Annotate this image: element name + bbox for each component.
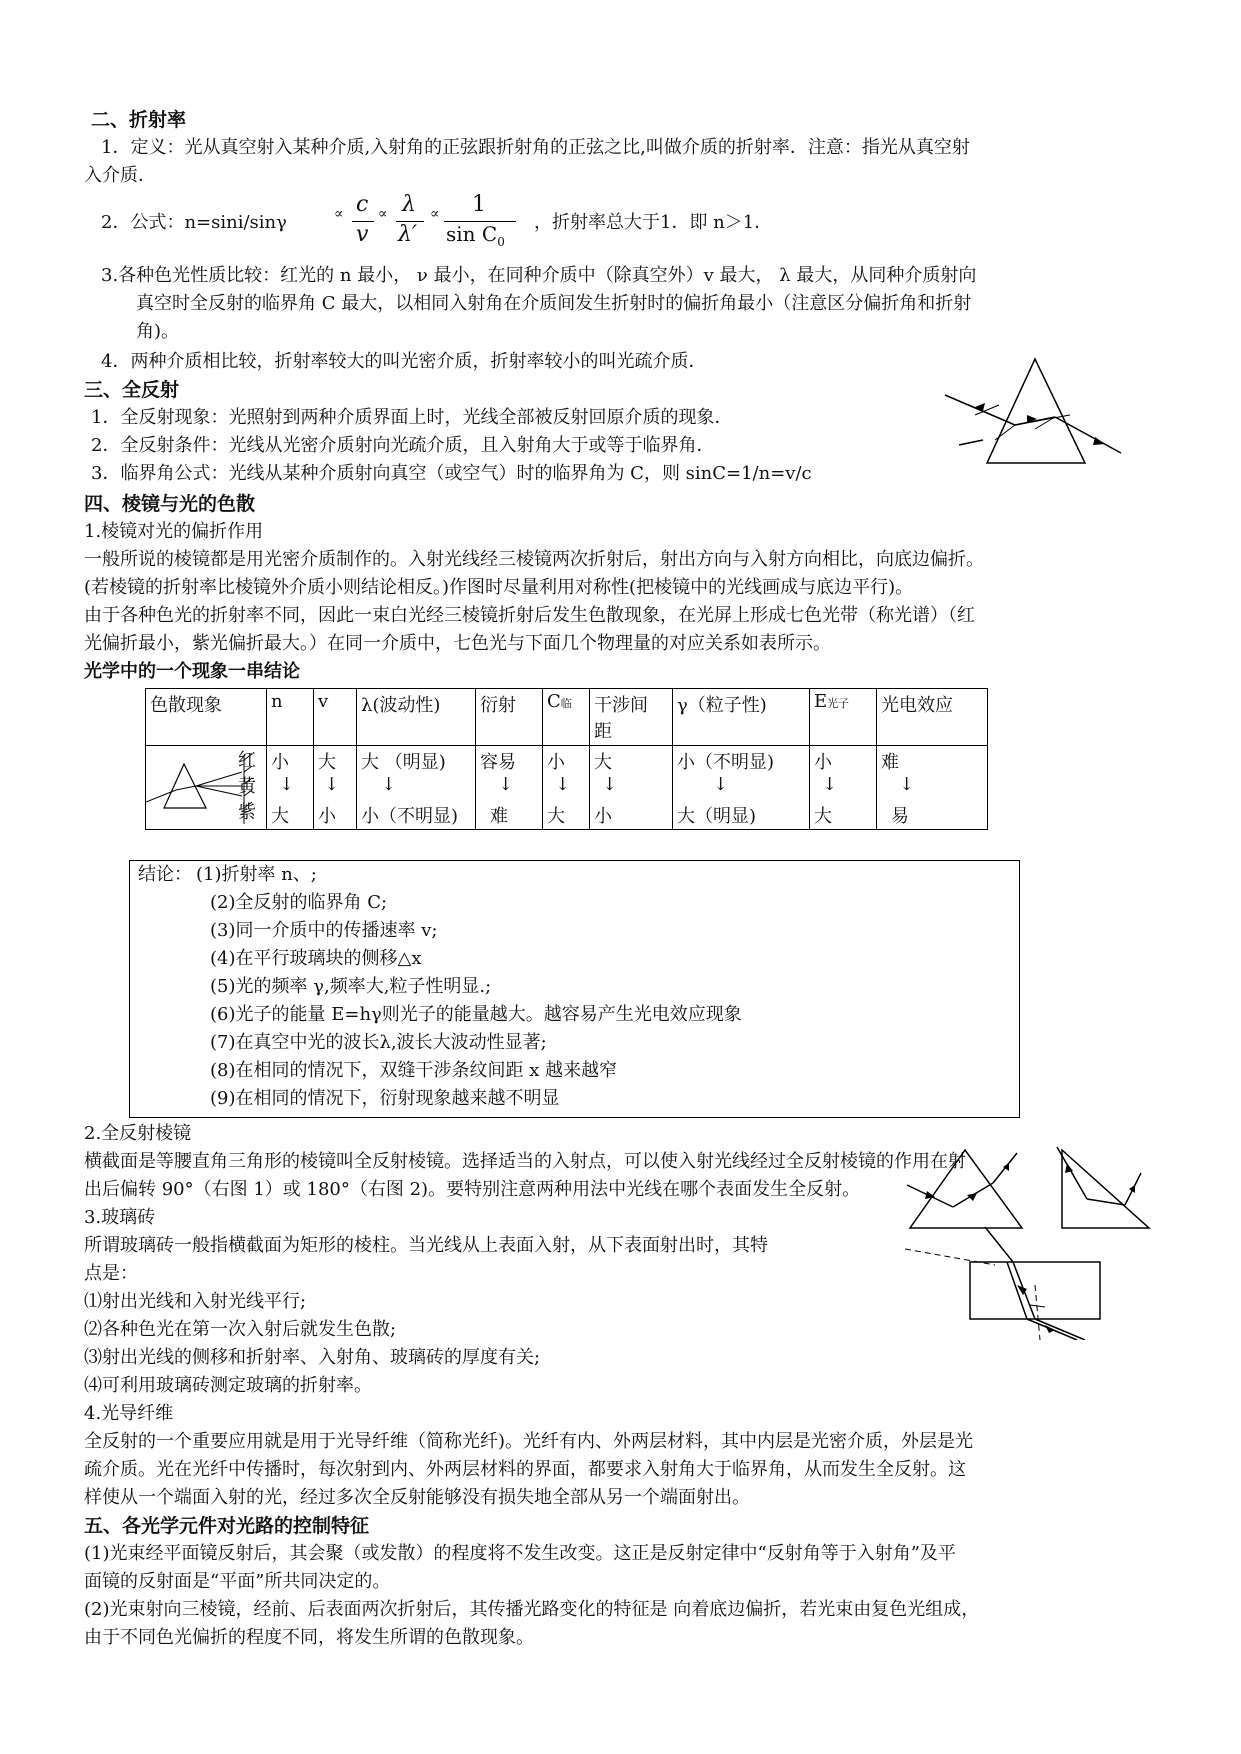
section-heading-refraction: 二、折射率 — [91, 109, 187, 131]
formula-lambda: λ — [402, 192, 416, 217]
formula-lambda-prime: λ′ — [398, 222, 417, 247]
table-header: λ(波动性) — [357, 689, 476, 746]
table-header: C临 — [543, 689, 590, 746]
table-header-row — [146, 689, 988, 746]
paragraph-prism-path-1: (2)光束射向三棱镜，经前、后表面两次折射后，其传播光路变化的特征是 向着底边偏折，若光束由复色光组成， — [84, 1599, 980, 1620]
refraction-formula: ∝ c v ∝ λ λ′ ∝ 1 $\sin C_0$ — [334, 192, 534, 252]
formula-prefix: 2．公式：n=sini/sinγ — [101, 212, 287, 233]
paragraph-definition-cont: 入介质． — [84, 165, 156, 186]
paragraph-comparison-2: 真空时全反射的临界角 C 最大，以相同入射角在介质间发生折射时的偏折角最小（注意区分偏折角和折射 — [136, 293, 972, 314]
proportional-symbol: ∝ — [334, 206, 344, 222]
prism-refraction-figure — [935, 355, 1135, 470]
paragraph-fiber-2: 疏介质。光在光纤中传播时，每次射到内、外两层材料的界面，都要求入射角大于临界角，从而发生全反射。这 — [84, 1459, 966, 1480]
formula-v: v — [356, 222, 369, 247]
color-red: 红 — [238, 750, 256, 771]
table-cell: 大 （明显) ↓ 小（不明显) — [357, 746, 476, 830]
dispersion-table — [145, 688, 988, 830]
table-cell: 小 ↓ 大 — [810, 746, 877, 830]
table-cell: 容易 ↓ 难 — [476, 746, 543, 830]
formula-c: c — [356, 192, 369, 217]
formula-one: 1 — [472, 192, 486, 217]
paragraph-mirror-1: (1)光束经平面镜反射后，其会聚（或发散）的程度将不发生改变。这正是反射定律中“反射角等于入射角”及平 — [84, 1543, 956, 1564]
paragraph-tir-prism-1: 横截面是等腰直角三角形的棱镜叫全反射棱镜。选择适当的入射点，可以使入射光线经过全反射棱镜的作用在射 — [84, 1151, 966, 1172]
table-header: v — [314, 689, 357, 746]
conclusion-item: (1)折射率 n、; — [196, 864, 317, 885]
paragraph-fiber-3: 样使从一个端面入射的光，经过多次全反射能够没有损失地全部从另一个端面射出。 — [84, 1487, 750, 1508]
subheading-optical-fiber: 4.光导纤维 — [84, 1403, 174, 1424]
table-header: E光子 — [810, 689, 877, 746]
table-header: 光电效应 — [877, 689, 988, 746]
paragraph-comparison: 3.各种色光性质比较：红光的 n 最小， ν 最小，在同种介质中（除真空外）v 最大， λ 最大，从同种介质射向 — [101, 265, 977, 286]
paragraph-dispersion-2: 光偏折最小，紫光偏折最大。）在同一介质中，七色光与下面几个物理量的对应关系如表所示。 — [84, 633, 831, 654]
conclusion-item: (4)在平行玻璃块的侧移△x — [210, 948, 422, 969]
paragraph-definition: 1．定义：光从真空射入某种介质,入射角的正弦跟折射角的正弦之比,叫做介质的折射率．注意：指光从真空射 — [101, 137, 970, 158]
subheading-total-reflection-prism: 2.全反射棱镜 — [84, 1123, 192, 1144]
dispersion-cell — [146, 746, 267, 830]
paragraph-media: 4．两种介质相比较，折射率较大的叫光密介质，折射率较小的叫光疏介质． — [101, 351, 707, 372]
table-header: 干涉间 距 — [590, 689, 673, 746]
color-violet: 紫 — [238, 802, 256, 823]
table-cell: 小 ↓ 大 — [267, 746, 314, 830]
table-cell: 大 ↓ 小 — [590, 746, 673, 830]
table-cell: 小（不明显) ↓ 大（明显) — [673, 746, 810, 830]
paragraph-glass-brick-2: 点是： — [84, 1263, 138, 1284]
table-header: n — [267, 689, 314, 746]
paragraph-tir-phenomenon: 1．全反射现象：光照射到两种介质界面上时，光线全部被反射回原介质的现象． — [91, 407, 733, 428]
paragraph-mirror-2: 面镜的反射面是“平面”所共同决定的。 — [84, 1571, 391, 1592]
conclusion-item: (7)在真空中光的波长λ,波长大波动性显著; — [210, 1032, 547, 1053]
conclusion-item: (9)在相同的情况下，衍射现象越来越不明显 — [210, 1088, 560, 1109]
conclusion-item: (2)全反射的临界角 C; — [210, 892, 388, 913]
table-row — [146, 746, 988, 830]
paragraph-tir-condition: 2．全反射条件：光线从光密介质射向光疏介质，且入射角大于或等于临界角． — [91, 435, 715, 456]
table-header: 衍射 — [476, 689, 543, 746]
table-title: 光学中的一个现象一串结论 — [84, 661, 300, 682]
table-cell: 难 ↓ 易 — [877, 746, 988, 830]
section-heading-total-reflection: 三、全反射 — [84, 379, 180, 401]
color-yellow: 黄 — [238, 776, 256, 797]
conclusion-item: (8)在相同的情况下，双缝干涉条纹间距 x 越来越窄 — [210, 1060, 618, 1081]
formula-suffix: ，折射率总大于1．即 n＞1． — [534, 212, 773, 233]
list-item: ⑵各种色光在第一次入射后就发生色散; — [84, 1319, 397, 1340]
subheading-prism-deflection: 1.棱镜对光的偏折作用 — [84, 521, 264, 542]
paragraph-tir-prism-2: 出后偏转 90°（右图 1）或 180°（右图 2)。要特别注意两种用法中光线在哪个表面发生全反射。 — [84, 1179, 861, 1200]
paragraph-dispersion-1: 由于各种色光的折射率不同，因此一束白光经三棱镜折射后发生色散现象，在光屏上形成七色光带（称光谱）（红 — [84, 605, 975, 626]
paragraph-prism-path-2: 由于不同色光偏折的程度不同，将发生所谓的色散现象。 — [84, 1627, 534, 1648]
table-cell: 小 ↓ 大 — [543, 746, 590, 830]
subheading-glass-brick: 3.玻璃砖 — [84, 1207, 156, 1228]
list-item: ⑶射出光线的侧移和折射率、入射角、玻璃砖的厚度有关; — [84, 1347, 541, 1368]
section-heading-prism: 四、棱镜与光的色散 — [84, 493, 256, 515]
conclusion-label: 结论： — [138, 864, 192, 885]
list-item: ⑴射出光线和入射光线平行; — [84, 1291, 307, 1312]
formula-sinc: $\sin C_0$ — [446, 222, 505, 249]
conclusion-item: (5)光的频率 γ,频率大,粒子性明显.; — [210, 976, 492, 997]
table-header: γ（粒子性) — [673, 689, 810, 746]
paragraph-glass-brick-1: 所谓玻璃砖一般指横截面为矩形的棱柱。当光线从上表面入射，从下表面射出时，其特 — [84, 1235, 768, 1256]
table-header: 色散现象 — [146, 689, 267, 746]
list-item: ⑷可利用玻璃砖测定玻璃的折射率。 — [84, 1375, 372, 1396]
tir-prism-and-glass-figures — [905, 1145, 1165, 1340]
conclusion-box — [129, 860, 1020, 1118]
paragraph-prism-2: (若棱镜的折射率比棱镜外介质小则结论相反。)作图时尽量利用对称性(把棱镜中的光线画成与底边平行)。 — [84, 577, 914, 598]
paragraph-fiber-1: 全反射的一个重要应用就是用于光导纤维（简称光纤)。光纤有内、外两层材料，其中内层是光密介质，外层是光 — [84, 1431, 974, 1452]
paragraph-critical-angle: 3．临界角公式：光线从某种介质射向真空（或空气）时的临界角为 C，则 sinC=1/n=v/c — [91, 463, 812, 484]
table-cell: 大 ↓ 小 — [314, 746, 357, 830]
paragraph-comparison-3: 角)。 — [136, 321, 180, 342]
conclusion-item: (3)同一介质中的传播速率 v; — [210, 920, 438, 941]
section-heading-optical-elements: 五、各光学元件对光路的控制特征 — [84, 1515, 370, 1537]
conclusion-item: (6)光子的能量 E=hγ则光子的能量越大。越容易产生光电效应现象 — [210, 1004, 742, 1025]
paragraph-prism-1: 一般所说的棱镜都是用光密介质制作的。入射光线经三棱镜两次折射后，射出方向与入射方向相比，向底边偏折。 — [84, 549, 984, 570]
